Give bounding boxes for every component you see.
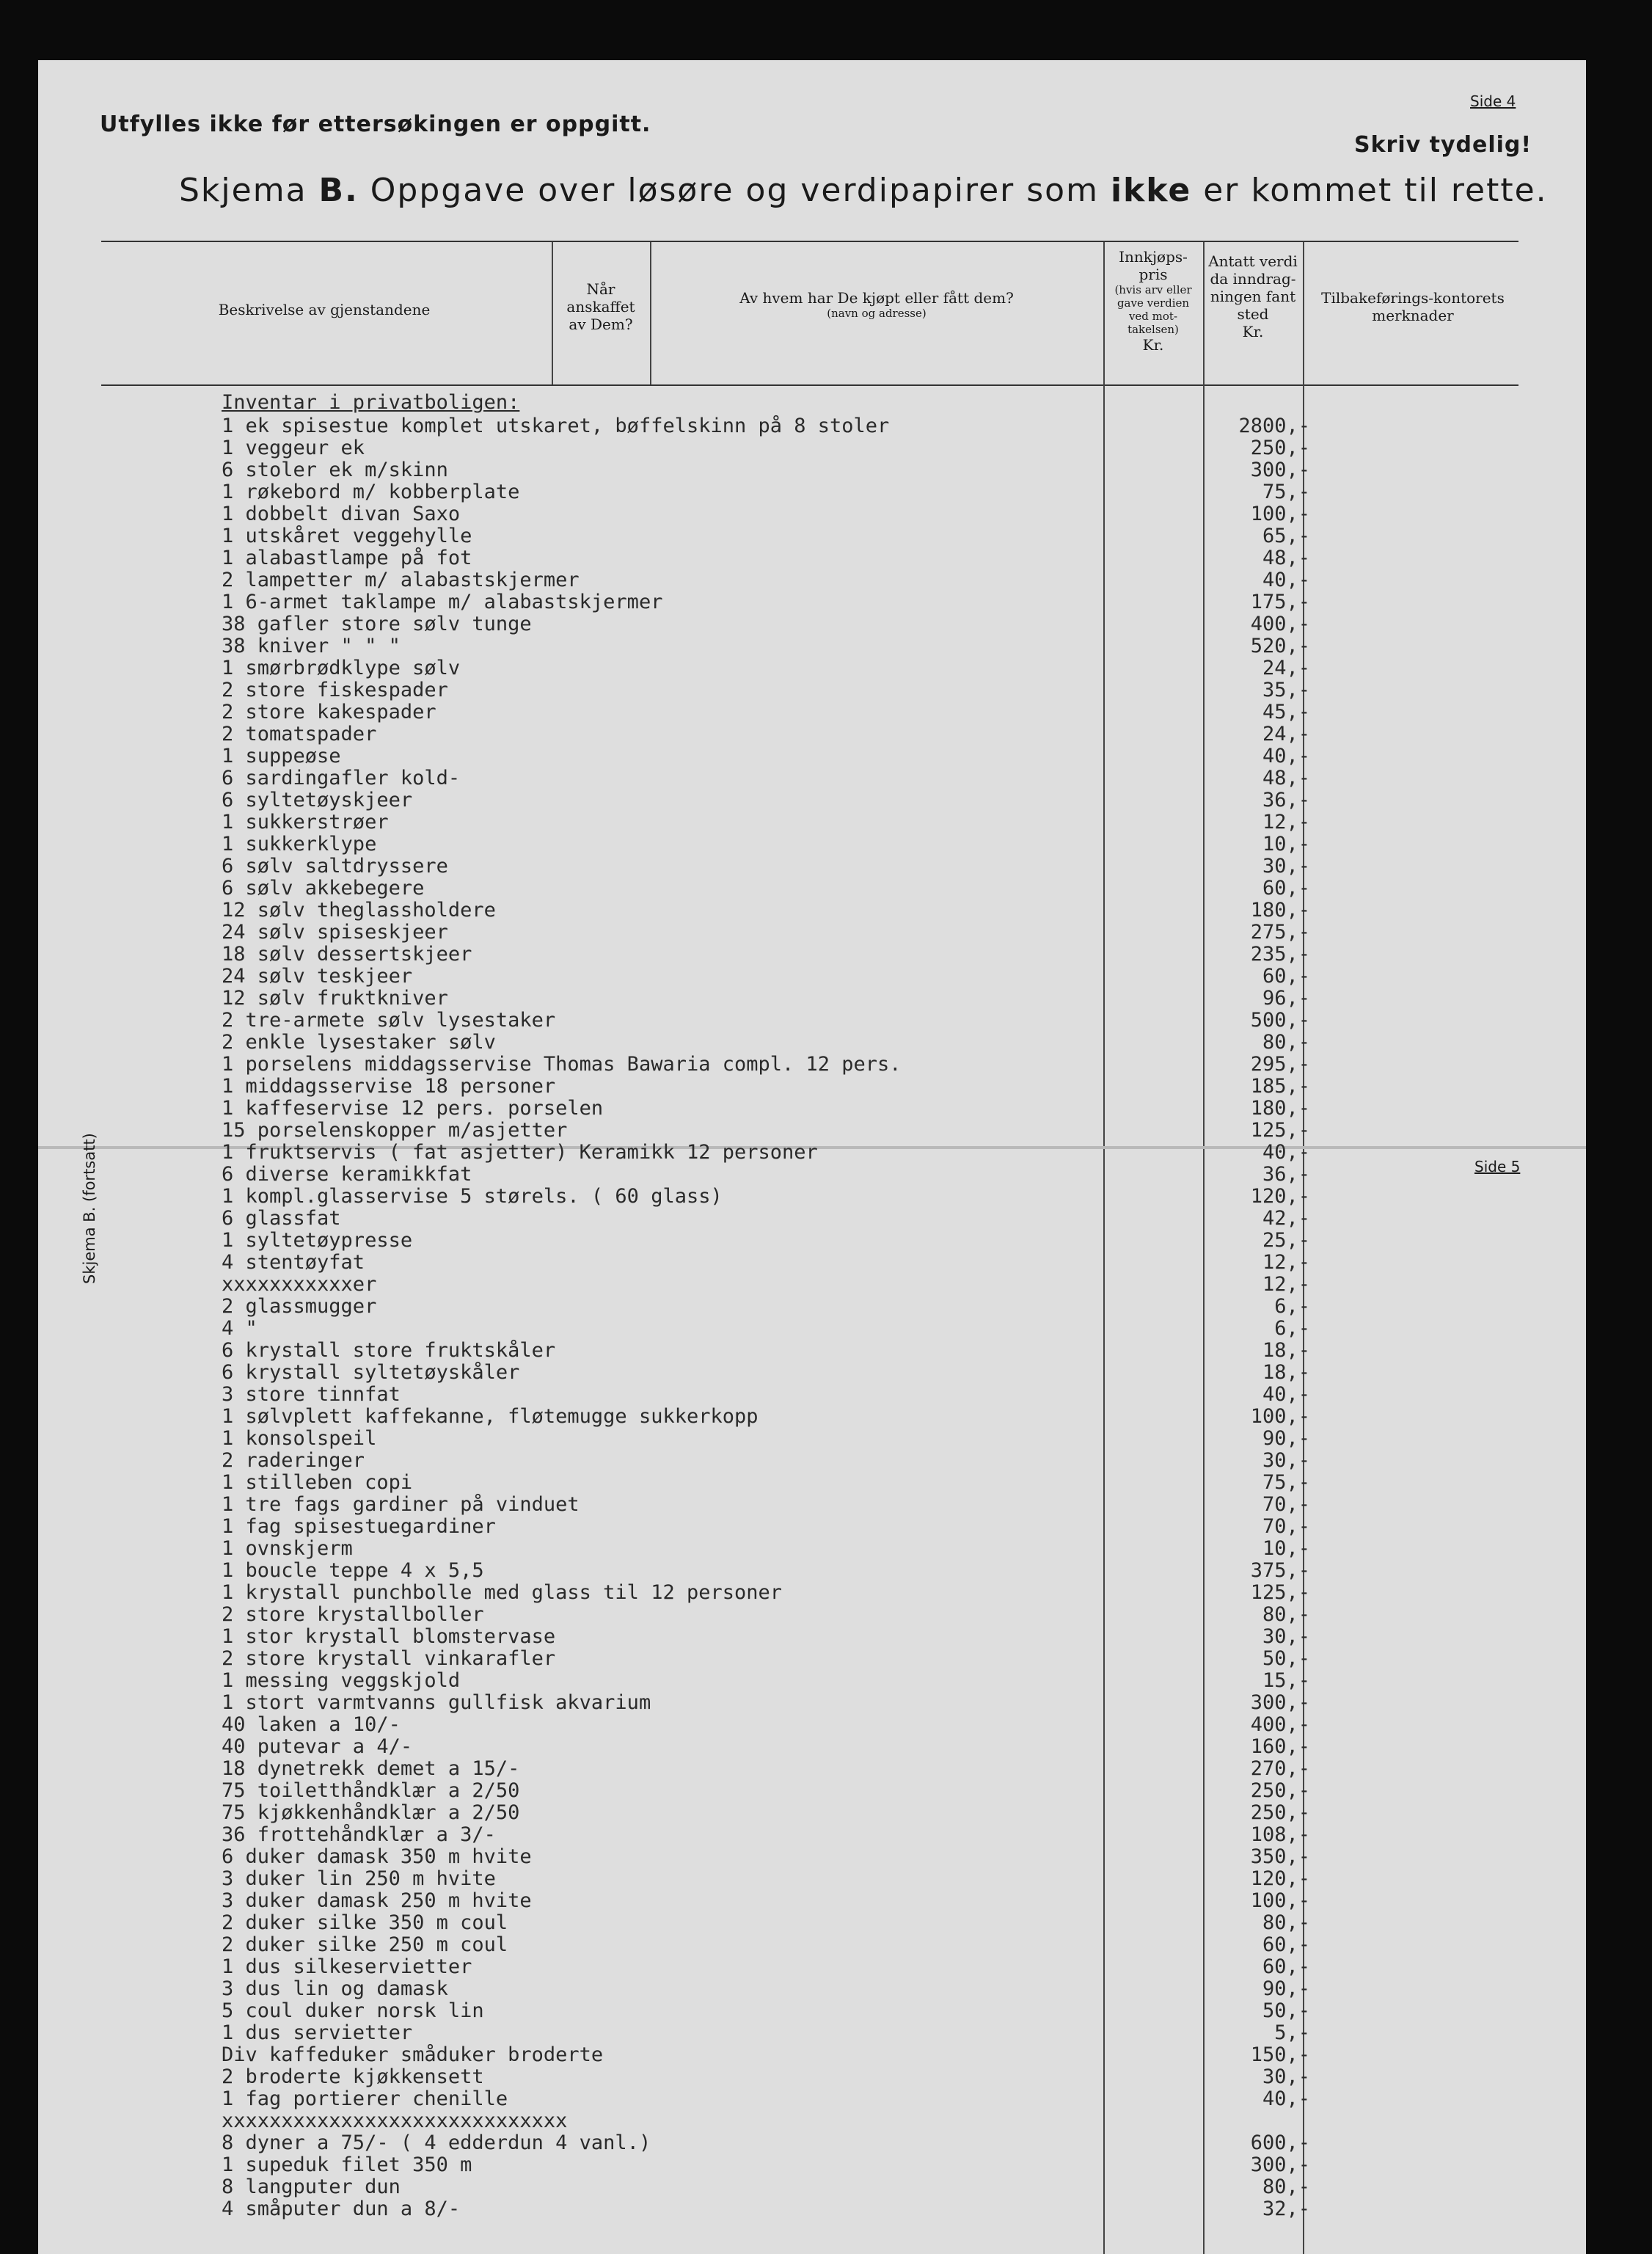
item-value: 90,-	[1262, 1977, 1310, 2000]
item-value: 48,-	[1262, 767, 1310, 789]
item-description: 1 veggeur ek	[222, 437, 365, 459]
item-description: 3 duker lin 250 m hvite	[222, 1867, 496, 1890]
col-description-header: Beskrivelse av gjenstandene	[218, 301, 431, 318]
item-value: 250,-	[1250, 437, 1310, 459]
item-description: 1 røkebord m/ kobberplate	[222, 481, 520, 503]
item-value: 12,-	[1262, 811, 1310, 834]
item-description: 1 syltetøypresse	[222, 1229, 413, 1252]
item-description: 2 broderte kjøkkensett	[222, 2065, 484, 2088]
item-description: 40 putevar a 4/-	[222, 1735, 413, 1758]
item-value: 10,-	[1262, 833, 1310, 856]
item-description: 24 sølv spiseskjeer	[222, 921, 448, 944]
item-value: 30,-	[1262, 855, 1310, 878]
continued-side-label: Skjema B. (fortsatt)	[81, 1133, 98, 1284]
item-description: 6 sølv akkebegere	[222, 877, 425, 900]
item-value: 275,-	[1250, 921, 1310, 944]
item-value: 75,-	[1262, 481, 1310, 503]
item-description: 3 dus lin og damask	[222, 1977, 448, 2000]
item-description: xxxxxxxxxxxer	[222, 1273, 377, 1296]
item-description: 38 kniver " " "	[222, 635, 401, 657]
item-value: 250,-	[1250, 1779, 1310, 1802]
item-description: 1 dus silkeservietter	[222, 1955, 472, 1978]
col-remarks-header: Tilbakeførings-kontorets merknader	[1321, 289, 1505, 324]
item-description: 1 fruktservis ( fat asjetter) Keramikk 12 personer	[222, 1141, 818, 1164]
item-value: 2800,-	[1238, 415, 1310, 437]
item-description: 1 suppeøse	[222, 745, 341, 767]
item-value: 75,-	[1262, 1471, 1310, 1494]
item-description: 1 smørbrødklype sølv	[222, 657, 461, 679]
item-value: 32,-	[1262, 2198, 1310, 2220]
item-value: 125,-	[1250, 1119, 1310, 1142]
item-description: 2 lampetter m/ alabastskjermer	[222, 569, 580, 591]
item-value: 80,-	[1262, 1911, 1310, 1934]
item-value: 30,-	[1262, 2065, 1310, 2088]
item-description: 18 dynetrekk demet a 15/-	[222, 1757, 520, 1780]
item-value: 90,-	[1262, 1427, 1310, 1450]
item-value: 45,-	[1262, 701, 1310, 723]
item-description: 1 fag spisestuegardiner	[222, 1515, 496, 1538]
item-description: 1 sukkerstrøer	[222, 811, 389, 834]
item-description: 1 porselens middagsservise Thomas Bawaria compl. 12 pers.	[222, 1053, 902, 1076]
item-description: 1 sølvplett kaffekanne, fløtemugge sukkerkopp	[222, 1405, 759, 1428]
item-value: 40,-	[1262, 2087, 1310, 2110]
item-value: 300,-	[1250, 459, 1310, 481]
item-description: 12 sølv fruktkniver	[222, 987, 448, 1010]
item-description: 3 duker damask 250 m hvite	[222, 1889, 532, 1912]
item-value: 250,-	[1250, 1801, 1310, 1824]
write-clearly-note: Skriv tydelig!	[1354, 132, 1532, 158]
item-description: 6 syltetøyskjeer	[222, 789, 413, 811]
item-value: 6,-	[1274, 1295, 1310, 1318]
item-value: 120,-	[1250, 1185, 1310, 1208]
item-value: 150,-	[1250, 2043, 1310, 2066]
item-value: 36,-	[1262, 789, 1310, 811]
item-description: 1 dus servietter	[222, 2021, 413, 2044]
item-description: 6 sardingafler kold-	[222, 767, 461, 789]
item-value: 100,-	[1250, 503, 1310, 525]
item-value: 40,-	[1262, 745, 1310, 767]
item-value: 400,-	[1250, 613, 1310, 635]
item-description: 1 konsolspeil	[222, 1427, 377, 1450]
item-value: 500,-	[1250, 1009, 1310, 1032]
col-estimated-value-header: Antatt verdi da inndrag-ningen fant sted Kr.	[1208, 252, 1298, 340]
item-description: 1 kompl.glasservise 5 størels. ( 60 glass)	[222, 1185, 723, 1208]
item-description: 2 duker silke 350 m coul	[222, 1911, 508, 1934]
item-description: 1 6-armet taklampe m/ alabastskjermer	[222, 591, 663, 613]
item-value: 24,-	[1262, 723, 1310, 745]
item-description: 8 dyner a 75/- ( 4 edderdun 4 vanl.)	[222, 2131, 651, 2154]
item-value: 175,-	[1250, 591, 1310, 613]
item-value: 120,-	[1250, 1867, 1310, 1890]
item-value: 520,-	[1250, 635, 1310, 657]
item-value: 160,-	[1250, 1735, 1310, 1758]
item-description: 6 krystall store fruktskåler	[222, 1339, 556, 1362]
item-description: 24 sølv teskjeer	[222, 965, 413, 988]
column-divider	[1103, 242, 1105, 2254]
item-description: 2 store krystallboller	[222, 1603, 484, 1626]
item-value: 48,-	[1262, 547, 1310, 569]
col-acquired-header: Når anskaffet av Dem?	[566, 280, 635, 333]
page-number-middle: Side 5	[1474, 1158, 1521, 1175]
item-value: 36,-	[1262, 1163, 1310, 1186]
item-description: 1 middagsservise 18 personer	[222, 1075, 556, 1098]
item-value: 80,-	[1262, 1031, 1310, 1054]
form-title: Skjema B. Oppgave over løsøre og verdipapirer som ikke er kommet til rette.	[179, 172, 1548, 209]
item-value: 100,-	[1250, 1405, 1310, 1428]
column-divider	[552, 242, 553, 384]
document-page	[38, 60, 1586, 2254]
item-value: 65,-	[1262, 525, 1310, 547]
item-value: 235,-	[1250, 943, 1310, 966]
item-description: 1 stor krystall blomstervase	[222, 1625, 556, 1648]
item-description: 1 messing veggskjold	[222, 1669, 461, 1692]
col-source-header: Av hvem har De kjøpt eller fått dem? (navn og adresse)	[739, 289, 1014, 320]
item-description: 6 sølv saltdryssere	[222, 855, 448, 878]
item-description: 5 coul duker norsk lin	[222, 1999, 484, 2022]
item-value: 6,-	[1274, 1317, 1310, 1340]
item-description: 1 alabastlampe på fot	[222, 547, 472, 569]
item-description: 1 ek spisestue komplet utskaret, bøffelskinn på 8 stoler	[222, 415, 890, 437]
item-description: 6 glassfat	[222, 1207, 341, 1230]
item-value: 375,-	[1250, 1559, 1310, 1582]
item-value: 300,-	[1250, 1691, 1310, 1714]
item-value: 185,-	[1250, 1075, 1310, 1098]
item-value: 70,-	[1262, 1515, 1310, 1538]
table-top-rule	[101, 241, 1518, 242]
item-value: 30,-	[1262, 1449, 1310, 1472]
item-description: 15 porselenskopper m/asjetter	[222, 1119, 568, 1142]
item-value: 50,-	[1262, 1999, 1310, 2022]
item-description: 2 glassmugger	[222, 1295, 377, 1318]
item-description: 40 laken a 10/-	[222, 1713, 401, 1736]
item-description: 6 stoler ek m/skinn	[222, 459, 448, 481]
item-description: 1 supeduk filet 350 m	[222, 2153, 472, 2176]
item-description: 1 utskåret veggehylle	[222, 525, 472, 547]
item-value: 40,-	[1262, 569, 1310, 591]
col-purchase-price-header: Innkjøps-pris (hvis arv eller gave verdien ved mot-takelsen) Kr.	[1114, 248, 1192, 354]
item-value: 25,-	[1262, 1229, 1310, 1252]
item-value: 12,-	[1262, 1251, 1310, 1274]
item-value: 70,-	[1262, 1493, 1310, 1516]
item-description: 2 tre-armete sølv lysestaker	[222, 1009, 556, 1032]
item-description: 1 tre fags gardiner på vinduet	[222, 1493, 580, 1516]
item-value: 50,-	[1262, 1647, 1310, 1670]
item-description: 2 store krystall vinkarafler	[222, 1647, 556, 1670]
item-description: 18 sølv dessertskjeer	[222, 943, 472, 966]
item-value: 60,-	[1262, 1933, 1310, 1956]
item-value: 30,-	[1262, 1625, 1310, 1648]
item-value: 10,-	[1262, 1537, 1310, 1560]
item-description: 75 kjøkkenhåndklær a 2/50	[222, 1801, 520, 1824]
item-value: 60,-	[1262, 965, 1310, 988]
item-value: 600,-	[1250, 2131, 1310, 2154]
item-value: 295,-	[1250, 1053, 1310, 1076]
item-value: 80,-	[1262, 1603, 1310, 1626]
item-description: 8 langputer dun	[222, 2175, 401, 2198]
item-value: 60,-	[1262, 1955, 1310, 1978]
item-value: 80,-	[1262, 2175, 1310, 2198]
item-description: 2 raderinger	[222, 1449, 365, 1472]
item-description: 12 sølv theglassholdere	[222, 899, 496, 922]
item-description: 36 frottehåndklær a 3/-	[222, 1823, 496, 1846]
item-description: 2 enkle lysestaker sølv	[222, 1031, 496, 1054]
item-value: 180,-	[1250, 899, 1310, 922]
item-description: xxxxxxxxxxxxxxxxxxxxxxxxxxxxx	[222, 2109, 568, 2132]
item-value: 300,-	[1250, 2153, 1310, 2176]
item-value: 42,-	[1262, 1207, 1310, 1230]
item-description: 6 diverse keramikkfat	[222, 1163, 472, 1186]
item-description: 4 småputer dun a 8/-	[222, 2198, 461, 2220]
item-value: 40,-	[1262, 1383, 1310, 1406]
item-value: 18,-	[1262, 1361, 1310, 1384]
item-description: 4 stentøyfat	[222, 1251, 365, 1274]
item-value: 350,-	[1250, 1845, 1310, 1868]
item-value: 18,-	[1262, 1339, 1310, 1362]
item-description: 2 store fiskespader	[222, 679, 448, 701]
item-description: 6 krystall syltetøyskåler	[222, 1361, 520, 1384]
item-value: 96,-	[1262, 987, 1310, 1010]
item-description: 1 fag portierer chenille	[222, 2087, 508, 2110]
instruction-heading: Utfylles ikke før ettersøkingen er oppgitt.	[100, 112, 651, 137]
item-value: 5,-	[1274, 2021, 1310, 2044]
column-divider	[650, 242, 651, 384]
item-value: 125,-	[1250, 1581, 1310, 1604]
item-description: 1 boucle teppe 4 x 5,5	[222, 1559, 484, 1582]
item-description: 3 store tinnfat	[222, 1383, 401, 1406]
item-description: 2 store kakespader	[222, 701, 436, 723]
item-description: 1 dobbelt divan Saxo	[222, 503, 461, 525]
page-number-top: Side 4	[1470, 92, 1516, 110]
item-value: 24,-	[1262, 657, 1310, 679]
item-value: 180,-	[1250, 1097, 1310, 1120]
item-description: 2 tomatspader	[222, 723, 377, 745]
item-value: 12,-	[1262, 1273, 1310, 1296]
item-description: 1 krystall punchbolle med glass til 12 personer	[222, 1581, 783, 1604]
item-value: 60,-	[1262, 877, 1310, 900]
item-value: 40,-	[1262, 1141, 1310, 1164]
section-heading: Inventar i privatboligen:	[222, 391, 520, 414]
table-header-rule	[101, 384, 1518, 386]
item-description: 4 "	[222, 1317, 257, 1340]
item-description: 1 stort varmtvanns gullfisk akvarium	[222, 1691, 651, 1714]
item-value: 15,-	[1262, 1669, 1310, 1692]
item-description: 6 duker damask 350 m hvite	[222, 1845, 532, 1868]
item-value: 270,-	[1250, 1757, 1310, 1780]
item-value: 100,-	[1250, 1889, 1310, 1912]
item-description: 2 duker silke 250 m coul	[222, 1933, 508, 1956]
item-description: Div kaffeduker småduker broderte	[222, 2043, 604, 2066]
item-description: 1 stilleben copi	[222, 1471, 413, 1494]
item-value: 108,-	[1250, 1823, 1310, 1846]
item-description: 1 kaffeservise 12 pers. porselen	[222, 1097, 604, 1120]
item-description: 75 toiletthåndklær a 2/50	[222, 1779, 520, 1802]
item-description: 1 sukkerklype	[222, 833, 377, 856]
item-value: 35,-	[1262, 679, 1310, 701]
item-value: 400,-	[1250, 1713, 1310, 1736]
item-description: 38 gafler store sølv tunge	[222, 613, 532, 635]
item-description: 1 ovnskjerm	[222, 1537, 353, 1560]
